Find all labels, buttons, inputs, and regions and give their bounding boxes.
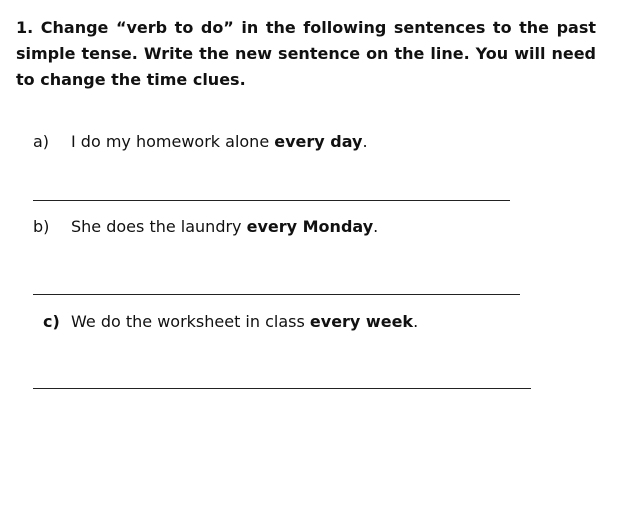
sentence-b-letter: b) — [33, 217, 50, 236]
sentence-b — [33, 216, 378, 238]
sentence-c-text: We do the worksheet in class — [71, 312, 310, 331]
instruction-body: Change “verb to do” in the following sentences to the past simple tense. Write the new sentence on the line. You will need to change the time clues. — [16, 18, 596, 89]
sentence-c-end: . — [413, 312, 419, 331]
sentence-b-end: . — [373, 217, 379, 236]
answer-line-a[interactable] — [33, 200, 510, 201]
sentence-c-time-clue: every week — [309, 312, 414, 331]
sentence-a-end: . — [362, 132, 368, 151]
instruction-text — [16, 15, 596, 93]
sentence-a — [33, 131, 368, 153]
sentence-a-text: I do my homework alone — [71, 132, 275, 151]
answer-line-b[interactable] — [33, 294, 520, 295]
question-number: 1. — [16, 18, 34, 37]
sentence-a-letter: a) — [33, 132, 50, 151]
answer-line-c[interactable] — [33, 388, 531, 389]
sentence-a-time-clue: every day — [274, 132, 363, 151]
sentence-b-time-clue: every Monday — [246, 217, 374, 236]
sentence-b-text: She does the laundry — [71, 217, 247, 236]
sentence-c-letter: c) — [43, 312, 60, 331]
sentence-c — [43, 311, 418, 333]
